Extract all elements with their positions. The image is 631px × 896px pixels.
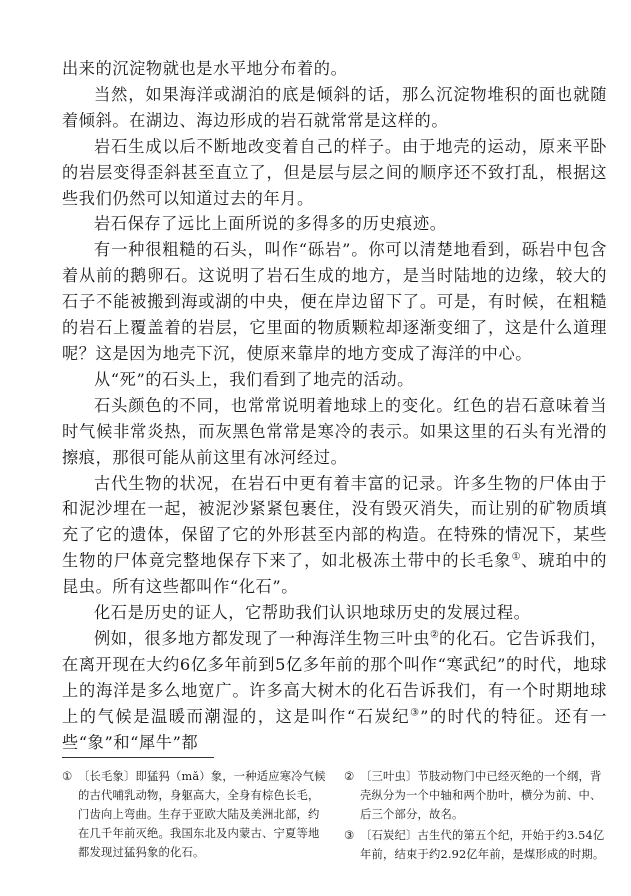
paragraph-text: 出来的沉淀物就也是水平地分布着的。 — [62, 59, 348, 78]
paragraph — [62, 626, 607, 756]
footnote-divider — [62, 757, 214, 758]
paragraph-text: 岩石生成以后不断地改变着自己的样子。由于地壳的运动，原来平卧的岩层变得歪斜甚至直立了，但是层与层之间的顺序还不致打乱，根据这些我们仍然可以知道过去的年月。 — [62, 136, 607, 208]
paragraph — [62, 393, 607, 471]
paragraph — [62, 56, 607, 82]
paragraph-text: 有一种很粗糙的石头，叫作“砾岩”。你可以清楚地看到，砾岩中包含着从前的鹅卵石。这说明了岩石生成的地方，是当时陆地的边缘，较大的石子不能被搬到海或湖的中央，便在岸边留下了。可是，有时候，在粗糙的岩石上覆盖着的岩层，它里面的物质颗粒却逐渐变细了，这是什么道理呢？这是因为地壳下沉，使原来靠岸的地方变成了海洋的中心。 — [62, 240, 607, 363]
paragraph-text: 当然，如果海洋或湖泊的底是倾斜的话，那么沉淀物堆积的面也就随着倾斜。在湖边、海边形成的岩石就常常是这样的。 — [62, 84, 607, 130]
paragraph — [62, 211, 607, 237]
paragraph-text: 从“死”的石头上，我们看到了地壳的活动。 — [94, 369, 414, 389]
paragraph — [62, 134, 607, 212]
paragraph-text: 石头颜色的不同，也常常说明着地球上的变化。红色的岩石意味着当时气候非常炎热，而灰黑色常常是寒冷的表示。如果这里的石头有光滑的擦痕，那很可能从前这里有冰河经过。 — [62, 395, 607, 467]
paragraph-text: 例如，很多地方都发现了一种海洋生物三叶虫 — [94, 628, 431, 648]
footnote — [344, 826, 607, 864]
main-text — [62, 56, 607, 755]
paragraph — [62, 237, 607, 367]
paragraph — [62, 82, 607, 134]
paragraph-text: ”的时代的特征。还有一些“象”和“犀牛”都 — [62, 706, 608, 752]
footnote-number: ③ — [344, 829, 355, 842]
footnote-marker: ② — [430, 629, 440, 641]
footnote-text: 〔石炭纪〕古生代的第五个纪，开始于约3.54亿年前，结束于约2.92亿年前，是煤形成的时期。 — [360, 829, 605, 861]
paragraph-text: 岩石保存了远比上面所说的多得多的历史痕迹。 — [94, 214, 447, 234]
footnote-number: ② — [344, 770, 355, 783]
footnote-text: 〔长毛象〕即猛犸（mǎ）象，一种适应寒冷气候的古代哺乳动物，身躯高大，全身有棕色长毛，门齿向上弯曲。生存于亚欧大陆及美洲北部，约在几千年前灭绝。我国东北及内蒙古、宁夏等地都发现过猛犸象的化石。 — [78, 770, 326, 859]
footnotes-right-column — [344, 767, 607, 866]
footnote-marker: ① — [511, 551, 522, 563]
footnote — [344, 767, 607, 824]
paragraph — [62, 600, 607, 626]
paragraph — [62, 367, 607, 393]
paragraph-text: 古代生物的状况，在岩石中更有着丰富的记录。许多生物的尸体由于和泥沙埋在一起，被泥沙紧紧包裹住，没有毁灭消失，而让别的矿物质填充了它的遗体，保留了它的外形甚至内部的构造。在特殊的情况下，某些生物的尸体竟完整地保存下来了，如北极冻土带中的长毛象 — [62, 473, 607, 571]
footnotes-left-column — [62, 767, 330, 864]
paragraph-text: 、琥珀中的昆虫。所有这些都叫作“化石”。 — [62, 551, 607, 597]
footnote — [62, 767, 330, 862]
paragraph-text: 化石是历史的证人，它帮助我们认识地球历史的发展过程。 — [94, 603, 531, 623]
footnote-text: 〔三叶虫〕节肢动物门中已经灭绝的一个纲，背壳纵分为一个中轴和两个肋叶，横分为前、中、后三个部分，故名。 — [360, 770, 602, 821]
paragraph-text: 的化石。它告诉我们，在离开现在大约6亿多年前到5亿多年前的那个叫作“寒武纪”的时代，地球上的海洋是多么地宽广。许多高大树木的化石告诉我们，有一个时期地球上的气候是温暖而潮湿的，这是叫作“石炭纪 — [62, 628, 608, 726]
footnote-marker: ③ — [410, 707, 421, 719]
paragraph — [62, 471, 607, 601]
footnote-number: ① — [62, 770, 73, 783]
